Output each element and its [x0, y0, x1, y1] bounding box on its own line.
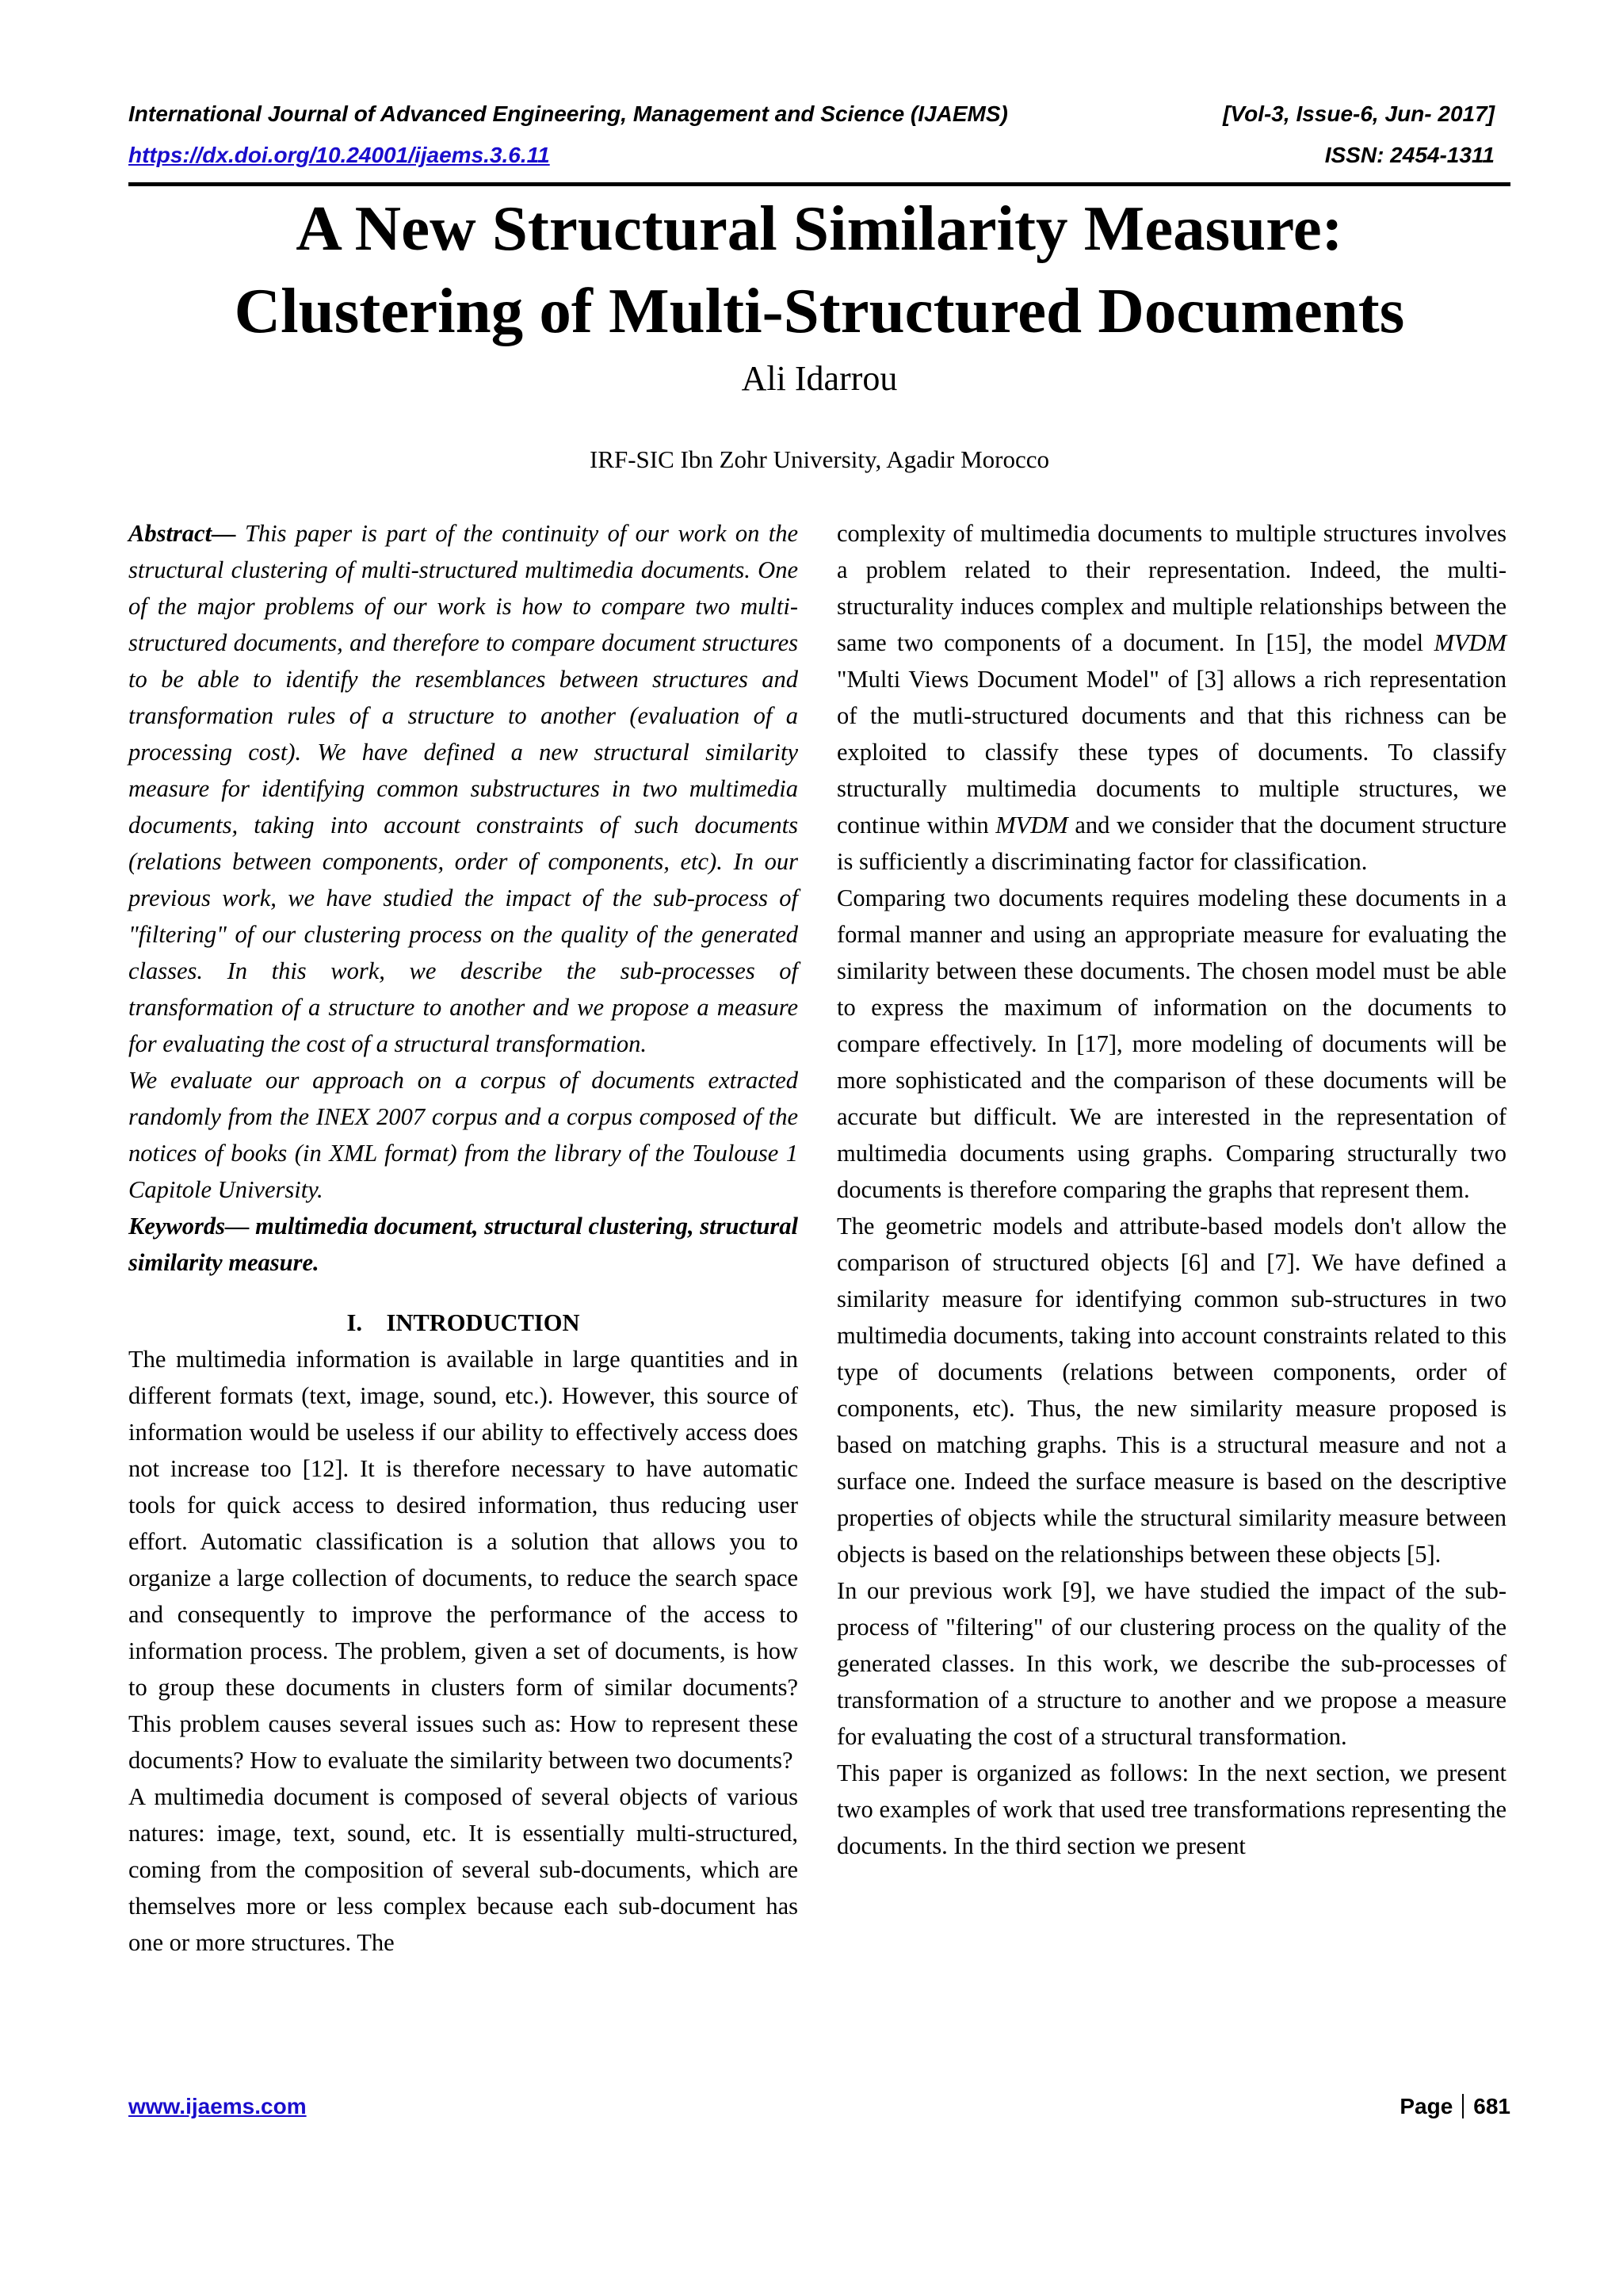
- doi-header: [128, 139, 1495, 171]
- page-label: Page: [1400, 2094, 1453, 2118]
- right-p1-part-c: and we consider that the document structure is sufficiently a discriminating factor for classification.: [837, 812, 1507, 875]
- page-separator: [1462, 2094, 1464, 2118]
- keywords-text: multimedia document, structural clustering, structural similarity measure.: [128, 1213, 798, 1276]
- paper-title: [128, 187, 1510, 352]
- title-line-2: Clustering of Multi-Structured Documents: [234, 275, 1405, 346]
- page-number: 681: [1473, 2094, 1510, 2118]
- website-link[interactable]: www.ijaems.com: [128, 2094, 307, 2118]
- author-affiliation: IRF-SIC Ibn Zohr University, Agadir Morocco: [589, 445, 1050, 473]
- page-indicator: [1400, 2091, 1510, 2122]
- abstract-label: Abstract—: [128, 520, 236, 547]
- keywords-label: Keywords—: [128, 1213, 250, 1240]
- page-footer: [128, 2091, 1510, 2122]
- abstract-evaluation: We evaluate our approach on a corpus of documents extracted randomly from the INEX 2007 corpus and a corpus composed of the notices of books (in XML format) from the library of the Toulouse 1 Capitole University.: [128, 1067, 798, 1203]
- issn: ISSN: 2454-1311: [1324, 143, 1495, 167]
- right-paragraph-1: [837, 515, 1507, 880]
- doi-link[interactable]: https://dx.doi.org/10.24001/ijaems.3.6.11: [128, 143, 550, 167]
- intro-paragraph-1: The multimedia information is available in large quantities and in different formats (text, image, sound, etc.). However, this source of information would be useless if our ability to effectively access does not increase too [12]. It is therefore necessary to have automatic tools for quick access to desired information, thus reducing user effort. Automatic classification is a solution that allows you to organize a large collection of documents, to reduce the search space and consequently to improve the performance of the access to information process. The problem, given a set of documents, is how to group these documents in clusters form of similar documents? This problem causes several issues such as: How to represent these documents? How to evaluate the similarity between two documents?: [128, 1346, 798, 1774]
- abstract-paragraph: [128, 515, 798, 1062]
- mvdm-term-2: MVDM: [995, 812, 1068, 839]
- right-column: [837, 515, 1507, 1864]
- abstract-text: This paper is part of the continuity of our work on the structural clustering of multi-structured multimedia documents. One of the major problems of our work is how to compare two multi-structured documents, and therefore to compare document structures to be able to identify the resemblances between structures and transformation rules of a structure to another (evaluation of a processing cost). We have defined a new structural similarity measure for identifying common substructures in two multimedia documents, taking into account constraints of such documents (relations between components, order of components, etc). In our previous work, we have studied the impact of the sub-process of "filtering" of our clustering process on the quality of the generated classes. In this work, we describe the sub-processes of transformation of a structure to another and we propose a measure for evaluating the cost of a structural transformation.: [128, 520, 798, 1057]
- right-p1-part-b: "Multi Views Document Model" of [3] allows a rich representation of the mutli-structured documents and that this richness can be exploited to classify these types of documents. To classify structurally multimedia documents to multiple structures, we continue within: [837, 666, 1507, 839]
- volume-issue: [Vol-3, Issue-6, Jun- 2017]: [1223, 101, 1495, 126]
- right-paragraph-4: In our previous work [9], we have studied the impact of the sub-process of "filtering" of our clustering process on the quality of the generated classes. In this work, we describe the sub-processes of transformation of a structure to another and we propose a measure for evaluating the cost of a structural transformation.: [837, 1577, 1507, 1750]
- section-heading-introduction: I. INTRODUCTION: [346, 1309, 580, 1336]
- right-paragraph-3: The geometric models and attribute-based models don't allow the comparison of structured objects [6] and [7]. We have defined a similarity measure for identifying common sub-structures in two multimedia documents, taking into account constraints related to this type of documents (relations between components, order of components, etc). Thus, the new similarity measure proposed is based on matching graphs. This is a structural measure and not a surface one. Indeed the surface measure is based on the descriptive properties of objects while the structural similarity measure between objects is based on the relationships between these objects [5].: [837, 1213, 1507, 1568]
- intro-paragraph-2: A multimedia document is composed of several objects of various natures: image, text, sound, etc. It is essentially multi-structured, coming from the composition of several sub-documents, which are themselves more or less complex because each sub-document has one or more structures. The: [128, 1783, 798, 1956]
- right-p1-part-a: complexity of multimedia documents to multiple structures involves a problem related to their representation. Indeed, the multi-structurality induces complex and multiple relationships between the same two components of a document. In [15], the model: [837, 520, 1507, 656]
- header-rule: [128, 182, 1510, 186]
- journal-header: [128, 98, 1495, 130]
- author-name: Ali Idarrou: [741, 359, 898, 398]
- title-line-1: A New Structural Similarity Measure:: [296, 193, 1343, 264]
- right-paragraph-2: Comparing two documents requires modeling these documents in a formal manner and using an appropriate measure for evaluating the similarity between these documents. The chosen model must be able to express the maximum of information on the documents to compare effectively. In [17], more modeling of documents will be more sophisticated and the comparison of these documents will be accurate but difficult. We are interested in the representation of multimedia documents using graphs. Comparing structurally two documents is therefore comparing the graphs that represent them.: [837, 884, 1507, 1203]
- journal-name: International Journal of Advanced Engineering, Management and Science (IJAEMS): [128, 101, 1008, 126]
- right-paragraph-5: This paper is organized as follows: In the next section, we present two examples of work that used tree transformations representing the documents. In the third section we present: [837, 1759, 1507, 1859]
- mvdm-term: MVDM: [1434, 629, 1507, 656]
- keywords-paragraph: [128, 1208, 798, 1281]
- left-column: [128, 515, 798, 1961]
